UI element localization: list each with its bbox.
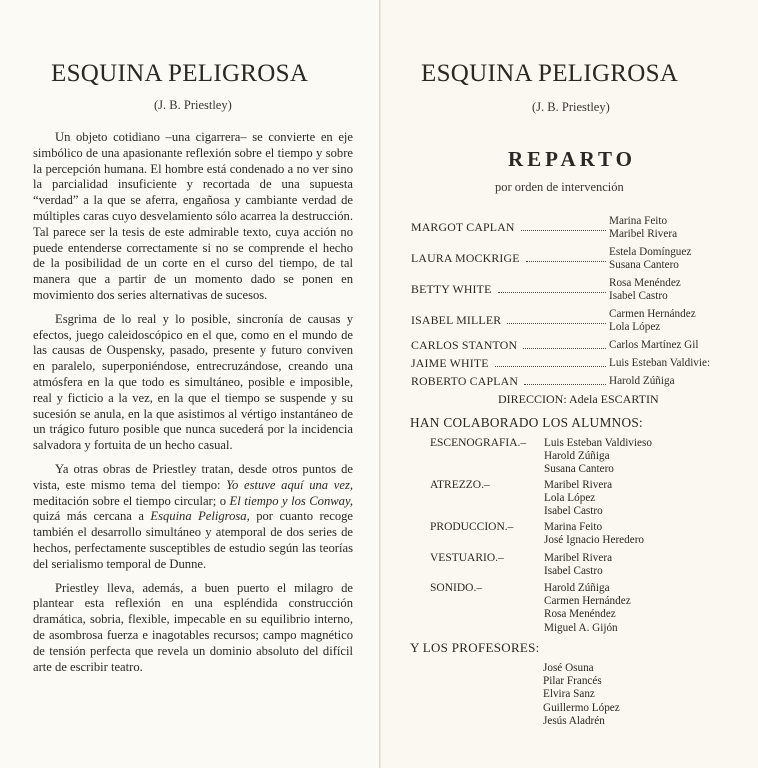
- direction-credit: DIRECCION: Adela ESCARTIN: [498, 392, 659, 406]
- cast-role: ISABEL MILLER: [411, 313, 502, 327]
- cast-row: [411, 354, 751, 372]
- cast-row: [411, 274, 751, 305]
- cast-row: [411, 212, 751, 243]
- right-title: ESQUINA PELIGROSA: [421, 60, 679, 87]
- essay-paragraph-4: Priestley lleva, además, a buen puerto el milagro de plantear esta reflexión en una espléndida construcción dramática, sobria, flexible, impecable en su equilibrio interno, de asombrosa fuerza e inagotables recursos; campo magnético de tensión perfecta que revela un dominio absoluto del difícil arte de escribir teatro.: [33, 580, 353, 674]
- dot-leader: [523, 348, 606, 349]
- cast-actors: Marina Feito Maribel Rivera: [609, 214, 678, 240]
- dept-people: Maribel Rivera Lola López Isabel Castro: [544, 479, 613, 518]
- cast-actors: Carmen Hernández Lola López: [609, 307, 696, 333]
- dot-leader: [507, 323, 606, 324]
- left-title: ESQUINA PELIGROSA: [51, 60, 309, 87]
- cast-actors: Rosa Menéndez Isabel Castro: [609, 276, 681, 302]
- essay-text: [33, 130, 353, 683]
- cast-role: CARLOS STANTON: [411, 337, 518, 352]
- dept-people: Maribel Rivera Isabel Castro: [544, 552, 613, 578]
- essay-paragraph-1: Un objeto cotidiano –una cigarrera– se convierte en eje simbólico de una apasionante reflexión sobre el tiempo y sobre la percepción humana. El hombre está condenado a no ver sino la parcialidad insuficiente y recortada de una supuesta “verdad” a la que se aferra, engañosa y cambiante verdad de múltiples caras cuyo desvelamiento sólo acarrea la destrucción. Tal parece ser la tesis de este admirable texto, cuya acción no puede entenderse correctamente si no se comprende el hecho de la posibilidad de un corte en el curso del tiempo, de tal manera que a partir de un momento dado se ponen en movimiento dos series alternativas de sucesos.: [33, 130, 353, 302]
- cast-role: LAURA MOCKRIGE: [411, 251, 520, 265]
- dept-people: Luis Esteban Valdivieso Harold Zúñiga Susana Cantero: [544, 437, 652, 476]
- dept-sonido: [430, 582, 750, 635]
- dept-name: PRODUCCION.–: [430, 521, 514, 533]
- right-author: (J. B. Priestley): [532, 100, 610, 114]
- dept-people: Harold Zúñiga Carmen Hernández Rosa Menéndez Miguel A. Gijón: [544, 582, 631, 634]
- dept-name: VESTUARIO.–: [430, 552, 504, 564]
- dept-vestuario: [430, 552, 750, 578]
- dept-produccion: [430, 521, 750, 547]
- professors-list: [543, 662, 620, 728]
- cast-row: [411, 243, 751, 274]
- cast-role: MARGOT CAPLAN: [411, 220, 515, 234]
- essay-paragraph-3: Ya otras obras de Priestley tratan, desde otros puntos de vista, este mismo tema del tiempo: Yo estuve aquí una vez, meditación sobre el tiempo circular; o El tiempo y los Conway, quizá más cercana a Esquina Peligrosa, por cuanto recoge también el desarrollo simultáneo y atemporal de dos series de hechos, perfectamente susceptibles de estudio según las teorías del serialismo temporal de Dunne.: [33, 461, 354, 571]
- cast-role: JAIME WHITE: [411, 355, 489, 370]
- dept-name: ESCENOGRAFIA.–: [430, 437, 527, 449]
- dept-escenografia: [430, 437, 750, 477]
- professor-name: Jesús Aladrén: [543, 714, 605, 727]
- cast-actors: Estela Domínguez Susana Cantero: [609, 245, 692, 271]
- essay-paragraph-2: Esgrima de lo real y lo posible, sincronía de causas y efectos, juego caleidoscópico en el que, como en el mundo de las causas de Ouspensky, pasado, presente y futuro conviven en paralelo, superponiéndose, entrecruzándose, creando una atmósfera en la que todo es simultáneo, posible e imposible, real y ficticio a la vez, en la que el tiempo se suspende y su sucesión se anula, en la que asistimos al vértigo instantáneo de un trágico futuro posible que nunca sucederá por la incidencia salvadora y fortuita de un hecho casual.: [33, 311, 353, 453]
- dot-leader: [521, 230, 606, 231]
- dot-leader: [498, 292, 607, 293]
- dept-atrezzo: [430, 479, 750, 519]
- dept-name: ATREZZO.–: [430, 479, 490, 491]
- reparto-heading: REPARTO: [508, 147, 636, 171]
- cast-actors: Carlos Martínez Gil: [609, 338, 699, 351]
- left-author: (J. B. Priestley): [154, 98, 232, 112]
- cast-list: [411, 212, 751, 390]
- cast-row: [411, 372, 751, 390]
- professor-name: Pilar Francés: [543, 675, 602, 688]
- dot-leader: [495, 366, 606, 367]
- collaborators-heading: HAN COLABORADO LOS ALUMNOS:: [410, 415, 644, 430]
- dept-name: SONIDO.–: [430, 582, 483, 594]
- professor-name: Elvira Sanz: [543, 688, 595, 701]
- dot-leader: [526, 261, 606, 262]
- professor-name: Guillermo López: [543, 701, 620, 714]
- cast-row: [411, 336, 751, 354]
- cast-actors: Luis Esteban Valdivie:: [609, 356, 711, 369]
- dot-leader: [524, 384, 606, 385]
- cast-row: [411, 305, 751, 336]
- professors-heading: Y LOS PROFESORES:: [410, 640, 540, 655]
- cast-actors: Harold Zúñiga: [609, 374, 675, 387]
- cast-role: BETTY WHITE: [411, 282, 492, 296]
- dept-people: Marina Feito José Ignacio Heredero: [544, 521, 645, 547]
- professor-name: José Osuna: [543, 662, 594, 674]
- cast-role: ROBERTO CAPLAN: [411, 373, 519, 388]
- reparto-subtitle: por orden de intervención: [495, 180, 624, 194]
